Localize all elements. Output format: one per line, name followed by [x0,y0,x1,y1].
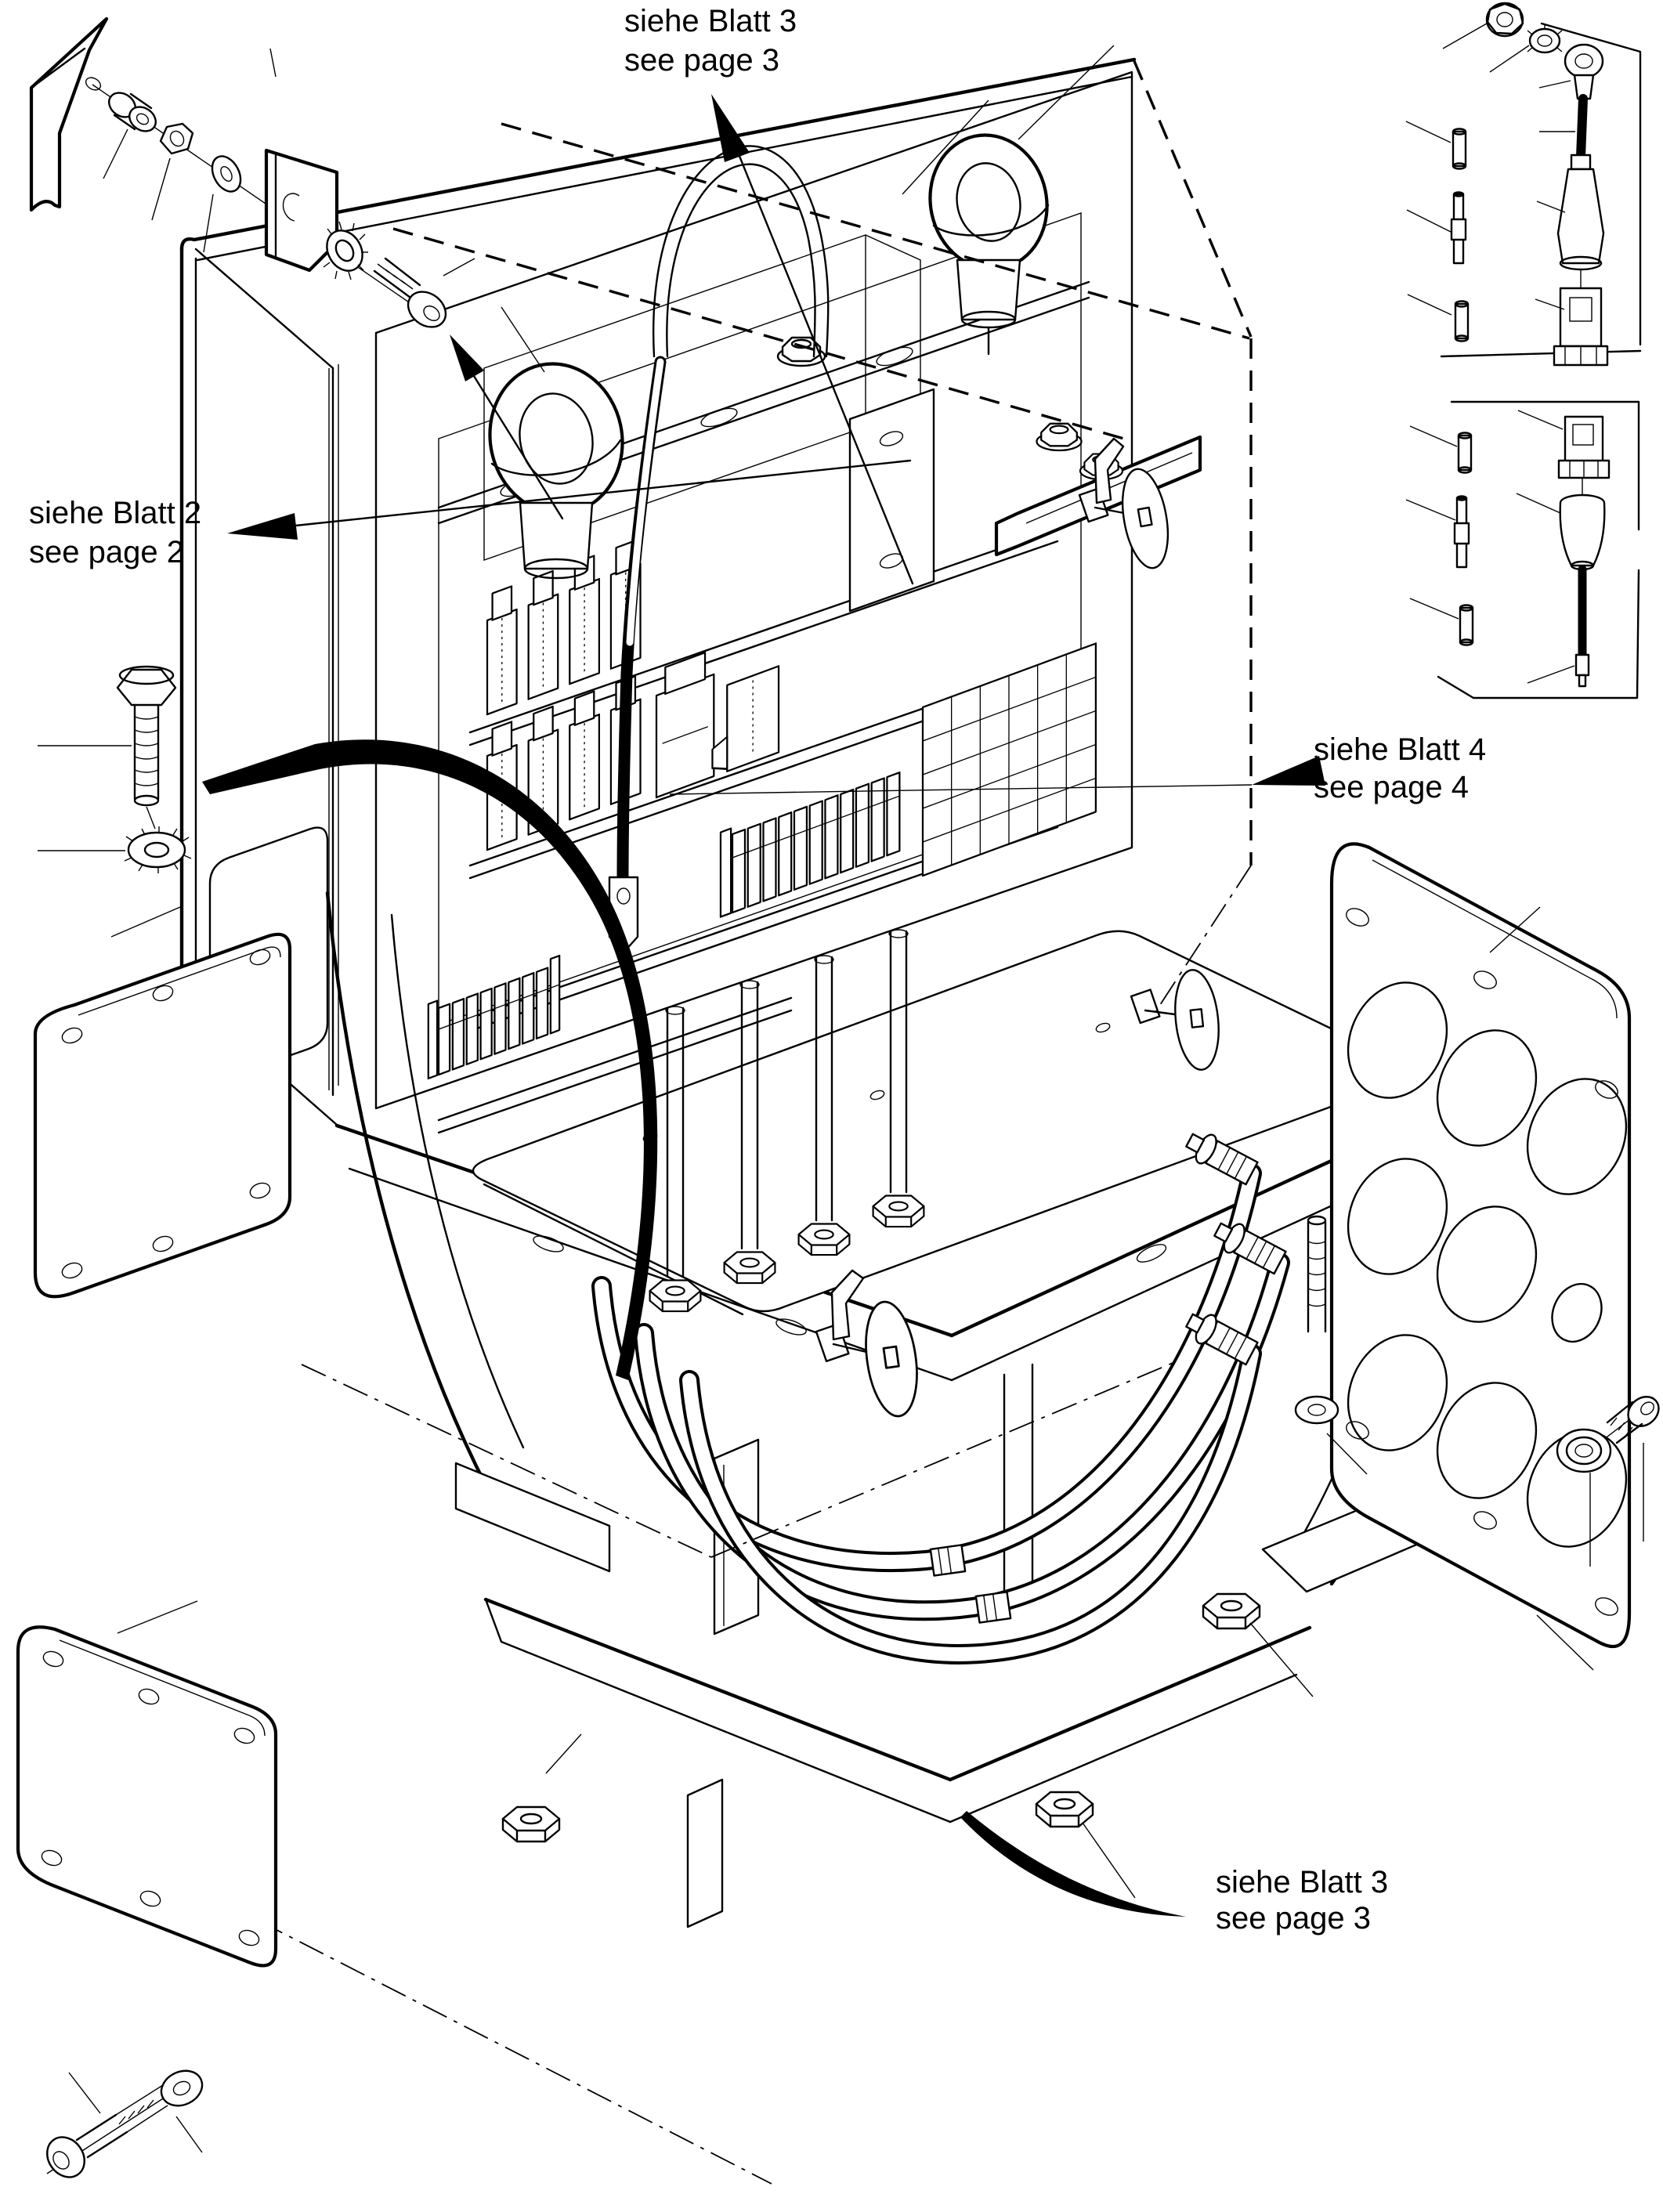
spacer-sleeve [104,88,161,136]
callout-left-line2: see page 2 [29,535,184,569]
stud-hex-nut [650,1281,701,1312]
cable-loop [653,146,828,356]
flat-washer [207,151,247,196]
contact-pin [1452,193,1466,264]
leader [546,1734,581,1773]
stud-hex-nut [799,1224,850,1256]
strain-relief-boot [1558,169,1603,263]
top-left-bracket-chain [31,19,475,334]
callout-right-line2: see page 4 [1314,770,1469,804]
hose-clamp [976,1592,1010,1622]
callout-bottom-line2: see page 3 [1216,1901,1371,1936]
lifting-ring-left [476,352,636,578]
cable-assembly-group-2 [1406,402,1639,698]
crimp-sleeve [1453,129,1466,169]
connector-housing [1559,417,1609,478]
leader [1250,1623,1313,1697]
hex-nut-bottom [1036,1792,1093,1827]
hex-bolt-left [38,667,191,873]
callout-top [624,4,797,78]
flange-nut [1037,424,1082,450]
leader [1083,1823,1135,1898]
hinge-plate [850,389,934,611]
crimp-sleeve [1460,605,1473,645]
ring-terminal [1565,45,1603,99]
hex-nut [161,124,193,154]
stud-hex-nut [873,1196,924,1227]
crimp-sleeve [1455,302,1468,342]
inner-leg [1004,1364,1032,1598]
callout-left-line1: siehe Blatt 2 [29,496,202,530]
hose-clamp [931,1545,965,1575]
cable-assembly-group-1 [1406,3,1640,365]
terminal-group-lower-left [428,956,559,1079]
relay-blocks [656,625,779,797]
callout-top-line1: siehe Blatt 3 [624,4,797,38]
callout-bottom [1216,1865,1388,1936]
cable-end-pin [1576,655,1589,675]
cover-plate-lower [18,1601,276,1965]
z-bracket-plate [266,150,337,270]
cover-plate-upper [35,907,290,1296]
connector-housing [1554,288,1607,365]
hex-nut-frame [503,1807,559,1842]
lifting-ring-right [918,124,1060,354]
crimp-sleeve [1459,433,1471,473]
callout-right [1314,732,1486,804]
left-leg [327,893,609,1571]
contact-pin [1455,497,1469,568]
callout-left [29,496,201,569]
sheet-metal-corner [31,19,107,210]
screw-washer-bottom-left [39,2065,208,2185]
stud-hex-nut [725,1252,775,1284]
socket-head-screw [374,258,453,334]
fuse-terminal-matrix [923,643,1096,876]
hex-nut [1487,3,1523,36]
washer [156,2065,208,2113]
callout-top-line2: see page 3 [624,43,779,78]
callout-bottom-line1: siehe Blatt 3 [1216,1865,1389,1899]
callout-right-line1: siehe Blatt 4 [1314,732,1487,767]
strain-relief-boot [1560,495,1605,569]
